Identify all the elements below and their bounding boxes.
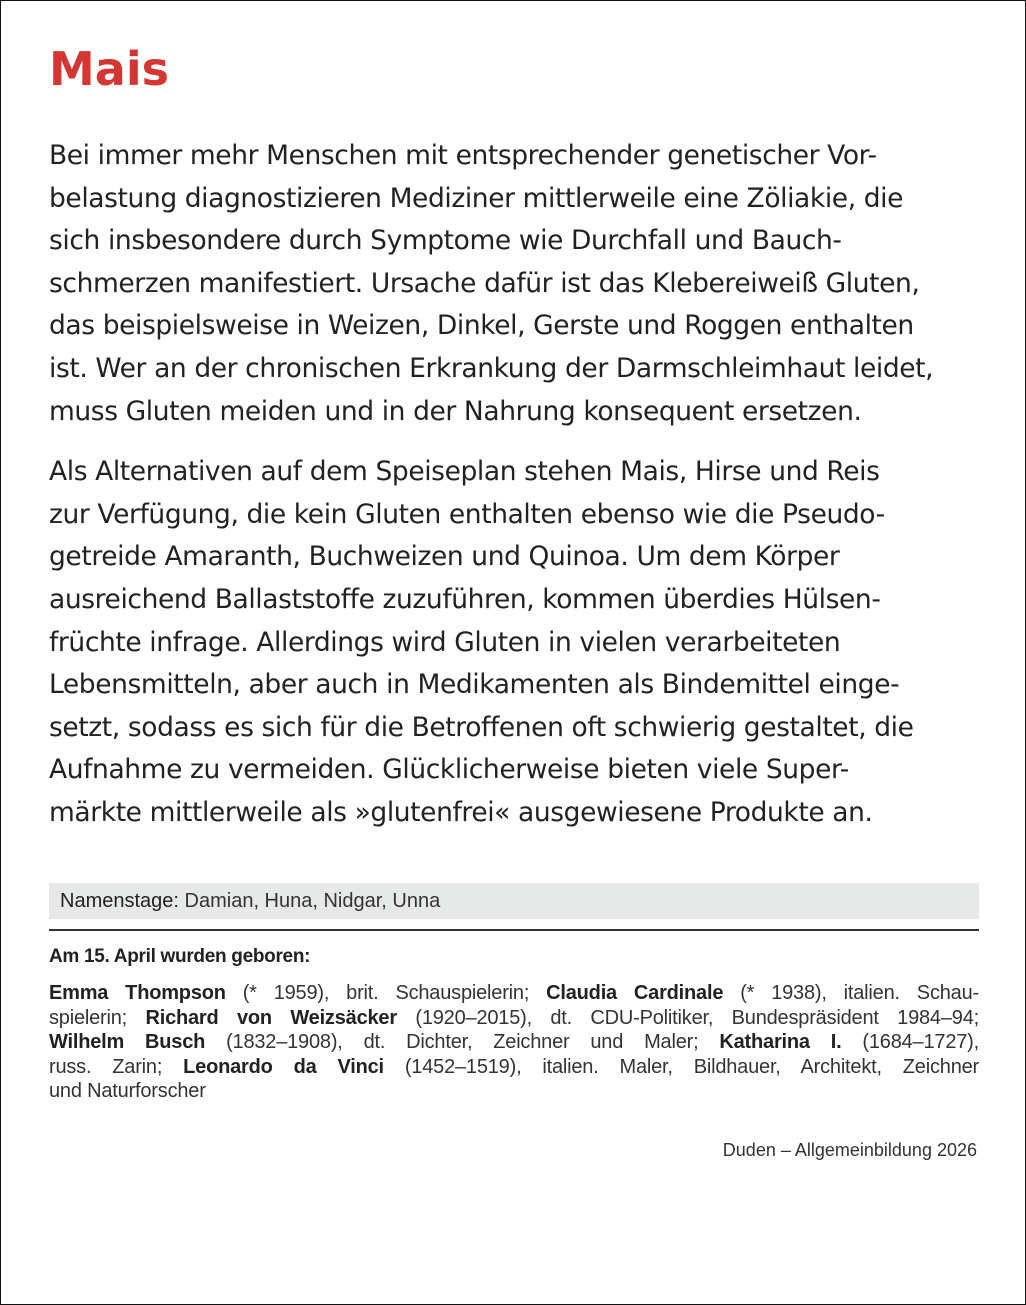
born-list (49, 981, 979, 1104)
text-line: belastung diagnostizieren Mediziner mittlerweile eine Zöliakie, die (49, 182, 904, 214)
footer-credit: Duden – Allgemeinbildung 2026 (722, 1140, 977, 1160)
text-line: Bei immer mehr Menschen mit entsprechender genetischer Vor- (49, 140, 877, 171)
text-line: setzt, sodass es sich für die Betroffenen oft schwierig gestaltet, die (49, 711, 914, 743)
paragraph-1 (49, 135, 984, 433)
born-line: spielerin; Richard von Weizsäcker (1920–2015), dt. CDU-Politiker, Bundespräsident 1984–94; (49, 1006, 979, 1029)
text-line: Aufnahme zu vermeiden. Glücklicherweise bieten viele Super- (49, 754, 849, 786)
text-line: ausreichend Ballaststoffe zuzuführen, kommen überdies Hülsen- (49, 583, 881, 615)
person-name: Katharina I. (719, 1031, 842, 1053)
text-line: sich insbesondere durch Symptome wie Durchfall und Bauch- (49, 225, 842, 257)
text-line: märkte mittlerweile als »glutenfrei« ausgewiesene Produkte an. (49, 796, 873, 828)
page-title: Mais (49, 42, 169, 96)
born-line: russ. Zarin; Leonardo da Vinci (1452–1519), italien. Maler, Bildhauer, Architekt, Zeichner (49, 1055, 979, 1078)
text-line: schmerzen manifestiert. Ursache dafür ist das Klebereiweiß Gluten, (49, 267, 920, 299)
divider (49, 929, 979, 931)
namenstage-names: Damian, Huna, Nidgar, Unna (178, 890, 441, 912)
text-line: Lebensmitteln, aber auch in Medikamenten als Bindemittel einge- (49, 669, 900, 701)
text-line: getreide Amaranth, Buchweizen und Quinoa. Um dem Körper (49, 541, 840, 573)
person-name: Claudia Cardinale (546, 982, 724, 1004)
article-body (49, 135, 984, 835)
text-line: zur Verfügung, die kein Gluten enthalten ebenso wie die Pseudo- (49, 498, 885, 530)
born-line: Emma Thompson (* 1959), brit. Schauspielerin; Claudia Cardinale (* 1938), italien. Schau- (49, 982, 979, 1004)
person-name: Richard von Weizsäcker (145, 1006, 397, 1029)
born-line: Wilhelm Busch (1832–1908), dt. Dichter, Zeichner und Maler; Katharina I. (1684–1727), (49, 1031, 979, 1053)
person-name: Leonardo da Vinci (183, 1055, 384, 1078)
namenstage-label: Namenstage: (60, 890, 179, 912)
text-line: muss Gluten meiden und in der Nahrung konsequent ersetzen. (49, 395, 862, 427)
born-line: und Naturforscher (49, 1080, 206, 1102)
text-line: das beispielsweise in Weizen, Dinkel, Gerste und Roggen enthalten (49, 310, 914, 342)
text-line: ist. Wer an der chronischen Erkrankung der Darmschleimhaut leidet, (49, 352, 934, 384)
person-name: Wilhelm Busch (49, 1031, 206, 1053)
paragraph-2 (49, 451, 984, 834)
text-line: Als Alternativen auf dem Speiseplan stehen Mais, Hirse und Reis (49, 456, 880, 488)
born-heading: Am 15. April wurden geboren: (49, 946, 311, 967)
namenstage-box (49, 883, 979, 919)
text-line: früchte infrage. Allerdings wird Gluten in vielen verarbeiteten (49, 626, 841, 658)
person-name: Emma Thompson (49, 982, 226, 1004)
